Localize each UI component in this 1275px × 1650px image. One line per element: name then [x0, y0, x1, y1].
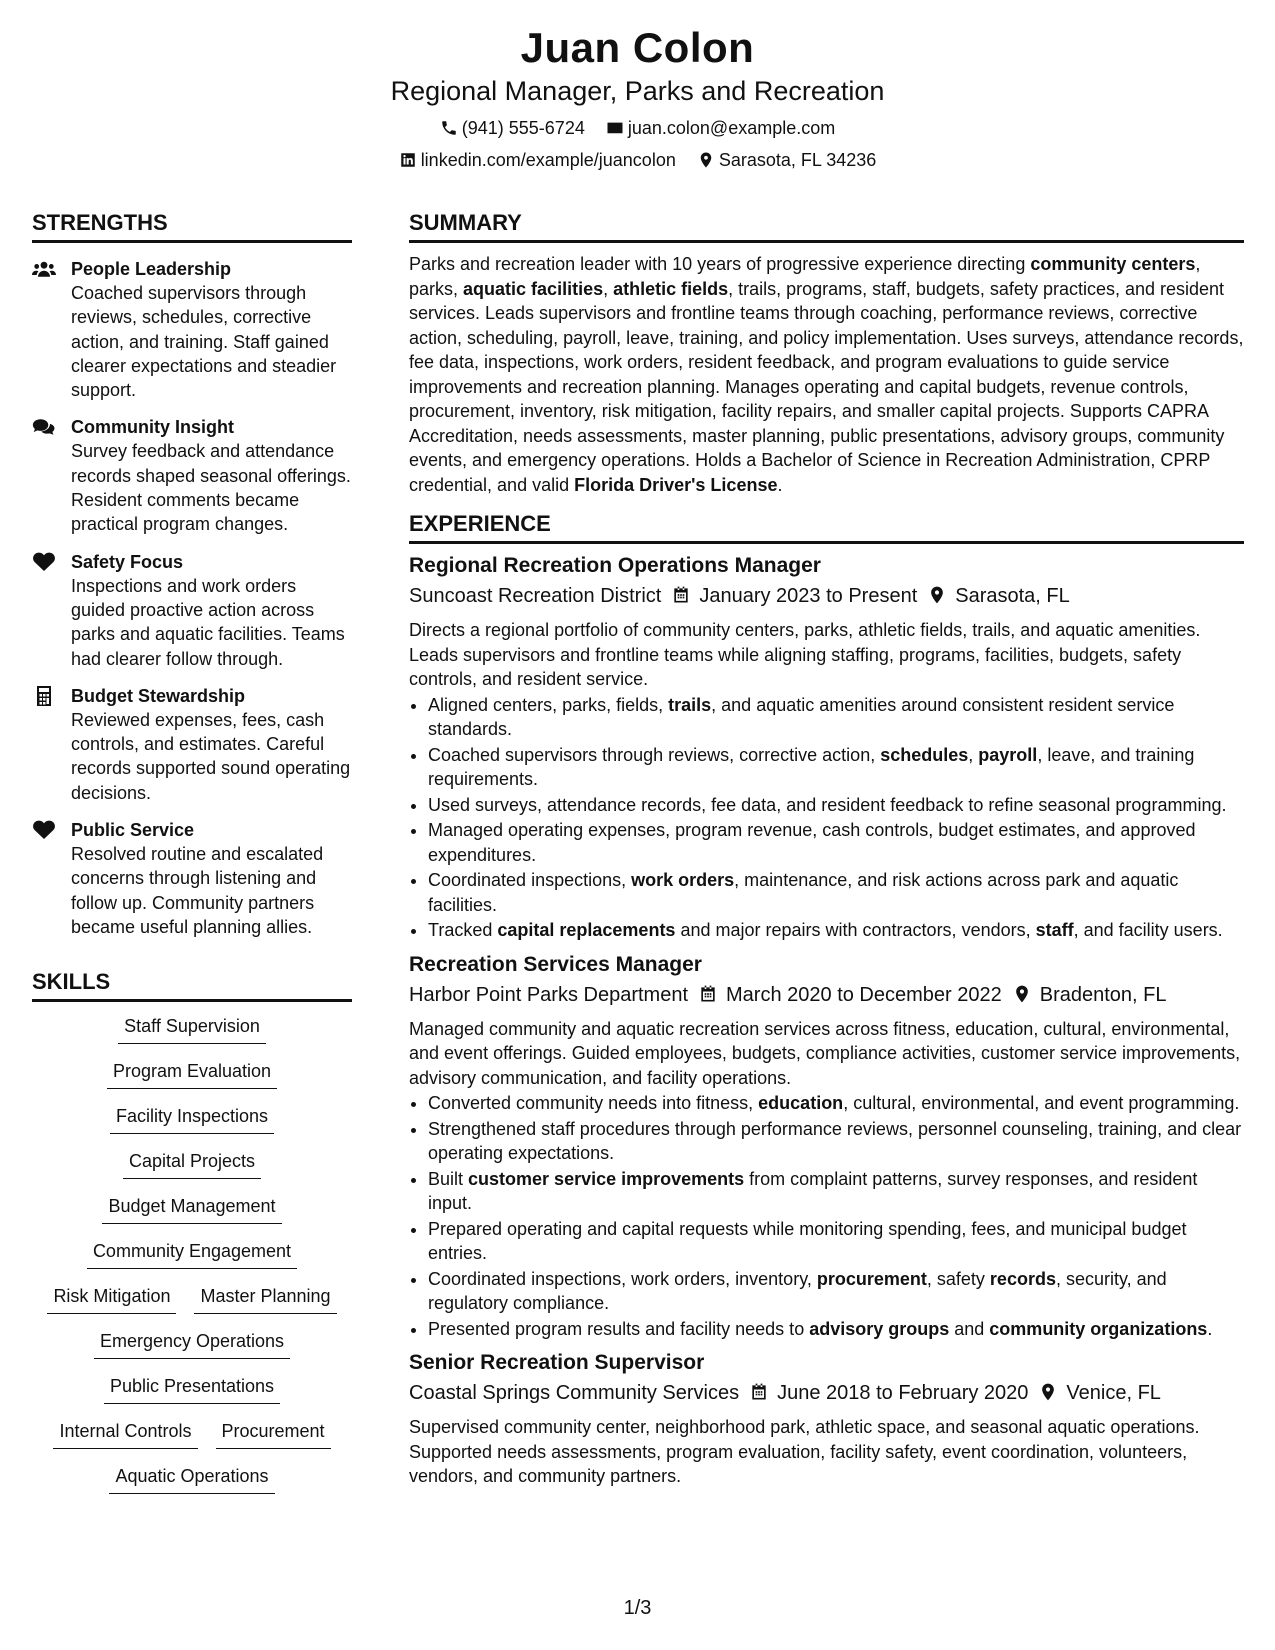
text-segment: , trails, programs, staff, budgets, safety practices, and resident services. Leads supervisors and frontline teams through coaching, performance reviews, corrective action, scheduling, payroll, leave, training, and policy implementation. Uses surveys, attendance records, fee data, inspections, work orders, resident feedback, and program evaluations to guide service improvements and recreation planning. Manages operating and capital budgets, revenue controls, procurement, inventory, risk mitigation, facility repairs, and smaller capital projects. Supports CAPRA Accreditation, needs assessments, master planning, public presentations, advisory groups, community events, and emergency operations. Holds a Bachelor of Science in Recreation Administration, CPRP credential, and valid: [409, 278, 1244, 495]
bold-keyword: capital replacements: [497, 920, 676, 940]
text-segment: Used surveys, attendance records, fee data, and resident feedback to refine seasonal programming.: [428, 794, 1227, 815]
heart-icon: [32, 552, 56, 572]
skill-tag: Master Planning: [194, 1284, 336, 1314]
text-segment: .: [777, 474, 783, 495]
strength-title: Budget Stewardship: [71, 685, 246, 706]
skill-tag: Staff Supervision: [118, 1014, 266, 1044]
skill-row: [32, 1464, 352, 1509]
contact-row-2: [0, 148, 1275, 172]
map-pin-icon: [1012, 984, 1032, 1004]
phone-icon: [440, 119, 458, 137]
summary-heading: SUMMARY: [409, 210, 1244, 243]
bold-keyword: work orders: [631, 870, 735, 890]
text-segment: Presented program results and facility needs to: [428, 1318, 810, 1339]
job-dates: [698, 982, 1002, 1008]
text-segment: , and facility users.: [1073, 920, 1223, 940]
text-segment: , and aquatic amenities around consistent resident service standards.: [428, 694, 1175, 739]
strengths-list: [32, 257, 352, 939]
heart-icon: [32, 820, 56, 840]
job-location: [1012, 982, 1167, 1008]
job-dates: [749, 1380, 1028, 1406]
skill-tag: Budget Management: [102, 1194, 281, 1224]
skills-heading: SKILLS: [32, 969, 352, 1002]
job-entry: [409, 951, 1244, 1342]
strength-description: Resolved routine and escalated concerns through listening and follow up. Community partners became useful planning allies.: [71, 844, 324, 937]
skill-tag: Facility Inspections: [110, 1104, 274, 1134]
skill-row: [32, 1284, 352, 1329]
skill-row: [32, 1329, 352, 1374]
text-segment: Parks and recreation leader with 10 years of progressive experience directing: [409, 254, 1031, 274]
skill-row: [32, 1419, 352, 1464]
job-bullet: [428, 918, 1244, 943]
job-bullet: [428, 743, 1244, 792]
linkedin-text: linkedin.com/example/juancolon: [420, 150, 676, 170]
text-segment: and: [949, 1318, 990, 1339]
job-bullet: [428, 868, 1244, 917]
candidate-name: Juan Colon: [520, 24, 755, 71]
bold-keyword: records: [989, 1268, 1056, 1289]
comments-icon: [32, 417, 56, 437]
bold-keyword: aquatic facilities: [463, 278, 604, 299]
skill-row: [32, 1194, 352, 1239]
skill-tag: Procurement: [216, 1419, 331, 1449]
job-dates-text: March 2020 to December 2022: [726, 983, 1002, 1006]
strength-item: [32, 415, 352, 536]
skill-row: [32, 1014, 352, 1059]
skill-row: [32, 1059, 352, 1104]
job-location-text: Bradenton, FL: [1039, 983, 1167, 1006]
skill-row: [32, 1374, 352, 1419]
strength-description: Coached supervisors through reviews, schedules, corrective action, and training. Staff gained clearer expectations and steadier support.: [71, 283, 337, 401]
text-segment: and major repairs with contractors, vendors,: [675, 920, 1036, 940]
calendar-icon: [749, 1382, 769, 1402]
job-bullet: [428, 1117, 1244, 1166]
skill-tag: Community Engagement: [87, 1239, 297, 1269]
skill-tag: Risk Mitigation: [47, 1284, 176, 1314]
bold-keyword: schedules: [880, 744, 969, 765]
text-segment: , maintenance, and risk actions across park and aquatic facilities.: [428, 870, 1179, 915]
contact-row-1: [0, 116, 1275, 140]
job-description: Directs a regional portfolio of community centers, parks, athletic fields, trails, and aquatic amenities. Leads supervisors and frontline teams while aligning staffing, programs, facilities, budgets, safety controls, and resident service.: [409, 620, 1201, 689]
envelope-icon: [606, 119, 624, 137]
users-icon: [32, 259, 56, 279]
left-column: [32, 210, 352, 1509]
bold-keyword: trails: [668, 694, 712, 715]
text-segment: Coached supervisors through reviews, corrective action,: [428, 744, 881, 765]
text-segment: .: [1207, 1318, 1213, 1339]
skills-list: [32, 1014, 352, 1509]
map-pin-icon: [1038, 1382, 1058, 1402]
text-segment: Tracked: [428, 920, 498, 940]
text-segment: , security, and regulatory compliance.: [428, 1268, 1167, 1313]
job-meta: [409, 982, 1244, 1008]
text-segment: , cultural, environmental, and event programming.: [843, 1093, 1240, 1113]
job-description: Supervised community center, neighborhood park, athletic space, and seasonal aquatic operations. Supported needs assessments, program evaluation, facility safety, event coordination, volunteers, vendors, and community partners.: [409, 1417, 1200, 1486]
job-bullet: [428, 1167, 1244, 1216]
job-dates-text: January 2023 to Present: [699, 585, 918, 607]
skill-row: [32, 1149, 352, 1194]
strength-title: Community Insight: [71, 417, 234, 438]
strength-title: People Leadership: [71, 259, 232, 279]
job-entry: [409, 1349, 1244, 1489]
bold-keyword: athletic fields: [613, 278, 729, 299]
job-bullet: [428, 1091, 1244, 1116]
contact-location: [697, 148, 876, 172]
strength-title: Public Service: [71, 820, 195, 841]
text-segment: , leave, and training requirements.: [428, 744, 1195, 789]
job-bullet: [428, 818, 1244, 867]
contact-linkedin[interactable]: [399, 148, 676, 172]
job-bullet: [428, 793, 1244, 818]
skill-row: [32, 1239, 352, 1284]
phone-text: (941) 555-6724: [461, 118, 585, 138]
job-location-text: Sarasota, FL: [955, 585, 1070, 607]
text-segment: Prepared operating and capital requests while monitoring spending, fees, and municipal budget entries.: [428, 1218, 1187, 1263]
page-number: 1/3: [623, 1597, 652, 1619]
job-description: Managed community and aquatic recreation services across fitness, education, cultural, environmental, and event offerings. Guided employees, budgets, compliance activities, customer service improvements, advisory communication, and facility operations.: [409, 1018, 1241, 1088]
email-text: juan.colon@example.com: [627, 118, 836, 138]
strength-title: Safety Focus: [71, 551, 184, 572]
bold-keyword: Florida Driver's License: [574, 474, 778, 495]
strength-item: [32, 818, 352, 939]
skill-row: [32, 1104, 352, 1149]
job-bullet: [428, 1317, 1244, 1342]
job-organization: Coastal Springs Community Services: [409, 1382, 740, 1404]
job-location-text: Venice, FL: [1066, 1382, 1161, 1404]
skill-tag: Emergency Operations: [94, 1329, 290, 1359]
skill-tag: Aquatic Operations: [109, 1464, 274, 1494]
text-segment: Built: [428, 1168, 469, 1189]
text-segment: ,: [968, 744, 979, 765]
bold-keyword: advisory groups: [809, 1318, 950, 1339]
job-location: [1038, 1380, 1161, 1406]
bold-keyword: community organizations: [989, 1318, 1208, 1339]
job-dates: [671, 583, 917, 609]
skill-tag: Internal Controls: [53, 1419, 197, 1449]
text-segment: , parks,: [409, 254, 1201, 299]
contact-email[interactable]: [606, 116, 835, 140]
text-segment: Aligned centers, parks, fields,: [428, 694, 669, 715]
map-pin-icon: [927, 585, 947, 605]
job-title: Regional Recreation Operations Manager: [409, 554, 821, 577]
bold-keyword: payroll: [978, 744, 1038, 765]
job-bullet: [428, 693, 1244, 742]
skill-tag: Public Presentations: [104, 1374, 280, 1404]
text-segment: Coordinated inspections, work orders, inventory,: [428, 1268, 817, 1289]
strength-item: [32, 550, 352, 671]
bold-keyword: staff: [1035, 920, 1074, 940]
strength-item: [32, 684, 352, 805]
candidate-headline: Regional Manager, Parks and Recreation: [390, 76, 885, 106]
strength-description: Survey feedback and attendance records shaped seasonal offerings. Resident comments became practical program changes.: [71, 441, 351, 535]
summary-text: [409, 252, 1244, 497]
bold-keyword: procurement: [816, 1268, 927, 1289]
strength-item: [32, 257, 352, 402]
text-segment: Strengthened staff procedures through performance reviews, personnel counseling, training, and clear operating expectations.: [428, 1118, 1242, 1163]
strengths-heading: STRENGTHS: [32, 210, 352, 243]
job-meta: [409, 583, 1244, 609]
calculator-icon: [32, 686, 56, 706]
bold-keyword: community centers: [1030, 254, 1196, 274]
job-organization: Harbor Point Parks Department: [409, 983, 689, 1006]
text-segment: Converted community needs into fitness,: [428, 1093, 759, 1113]
calendar-icon: [671, 585, 691, 605]
job-bullets: [409, 693, 1244, 943]
job-bullet: [428, 1217, 1244, 1266]
strength-description: Inspections and work orders guided proactive action across parks and aquatic facilities. Teams had clearer follow through.: [71, 575, 345, 669]
job-bullet: [428, 1267, 1244, 1316]
job-location: [927, 583, 1070, 609]
skill-tag: Capital Projects: [123, 1149, 261, 1179]
text-segment: Managed operating expenses, program revenue, cash controls, budget estimates, and approved expenditures.: [428, 820, 1196, 865]
contact-phone: [440, 116, 585, 140]
experience-list: [409, 552, 1244, 1489]
job-bullets: [409, 1091, 1244, 1341]
map-pin-icon: [697, 151, 715, 169]
text-segment: ,: [603, 278, 614, 299]
job-dates-text: June 2018 to February 2020: [777, 1382, 1029, 1404]
skill-tag: Program Evaluation: [107, 1059, 277, 1089]
right-column: [409, 210, 1244, 1489]
calendar-icon: [698, 984, 718, 1004]
job-meta: [409, 1380, 1244, 1406]
experience-heading: EXPERIENCE: [409, 511, 1244, 544]
strength-description: Reviewed expenses, fees, cash controls, and estimates. Careful records supported sound operating decisions.: [71, 709, 351, 803]
location-text: Sarasota, FL 34236: [718, 150, 877, 170]
text-segment: Coordinated inspections,: [428, 870, 632, 890]
job-organization: Suncoast Recreation District: [409, 585, 662, 607]
job-title: Senior Recreation Supervisor: [409, 1351, 705, 1374]
resume-header: [0, 22, 1275, 172]
text-segment: from complaint patterns, survey responses, and resident input.: [428, 1168, 1198, 1213]
bold-keyword: education: [758, 1093, 844, 1113]
linkedin-icon: [399, 151, 417, 169]
job-title: Recreation Services Manager: [409, 952, 702, 976]
text-segment: , safety: [926, 1268, 990, 1289]
job-entry: [409, 552, 1244, 943]
bold-keyword: customer service improvements: [468, 1168, 745, 1189]
